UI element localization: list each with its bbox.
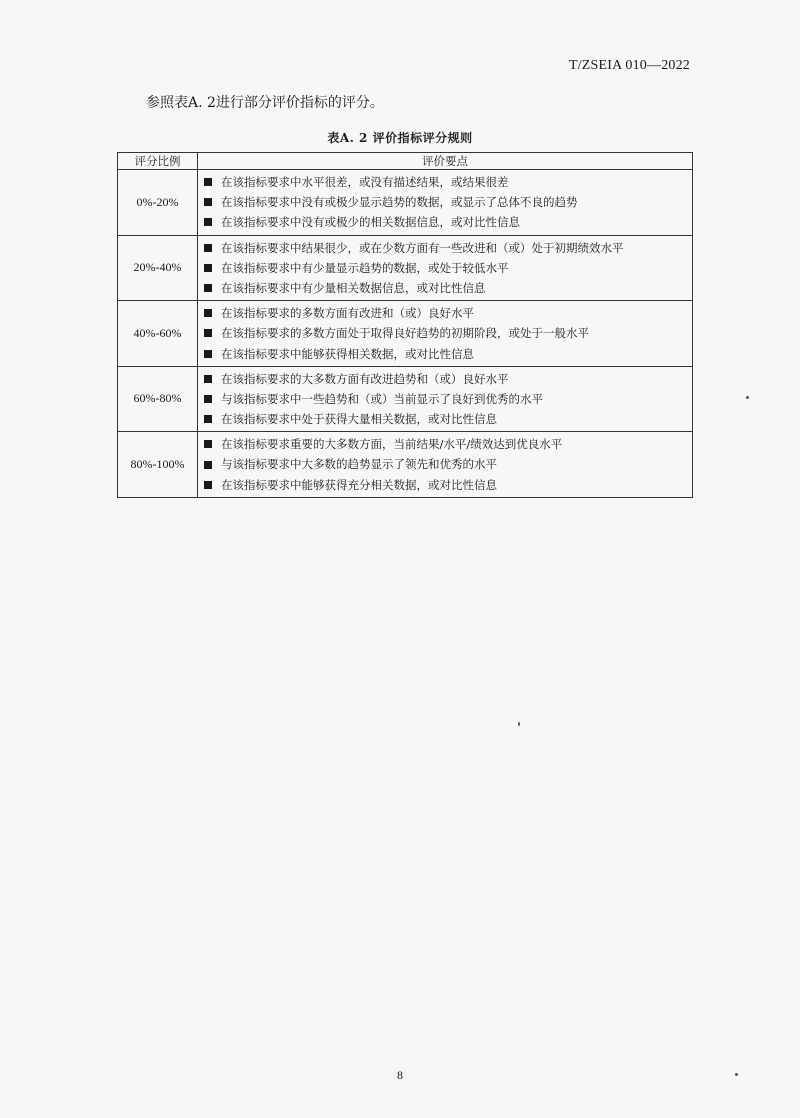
score-range-cell: 80%-100% bbox=[118, 432, 198, 498]
evaluation-point-text: 在该指标要求的多数方面有改进和（或）良好水平 bbox=[221, 306, 474, 321]
evaluation-point-text: 在该指标要求中没有或极少的相关数据信息，或对比性信息 bbox=[221, 215, 520, 230]
evaluation-point bbox=[204, 389, 692, 409]
evaluation-point bbox=[204, 344, 692, 364]
evaluation-points-cell bbox=[198, 235, 693, 301]
square-bullet-icon bbox=[204, 415, 212, 423]
evaluation-points-cell bbox=[198, 301, 693, 367]
square-bullet-icon bbox=[204, 309, 212, 317]
evaluation-point-text: 在该指标要求中没有或极少显示趋势的数据，或显示了总体不良的趋势 bbox=[221, 195, 578, 210]
score-range-cell: 20%-40% bbox=[118, 235, 198, 301]
evaluation-point-text: 在该指标要求中结果很少，或在少数方面有一些改进和（或）处于初期绩效水平 bbox=[221, 240, 624, 255]
evaluation-point-text: 在该指标要求中处于获得大量相关数据，或对比性信息 bbox=[221, 412, 497, 427]
table-row bbox=[118, 170, 693, 236]
evaluation-point-text: 在该指标要求中能够获得相关数据，或对比性信息 bbox=[221, 346, 474, 361]
square-bullet-icon bbox=[204, 350, 212, 358]
evaluation-point-text: 在该指标要求中有少量显示趋势的数据，或处于较低水平 bbox=[221, 260, 509, 275]
evaluation-point-text: 在该指标要求重要的大多数方面，当前结果/水平/绩效达到优良水平 bbox=[221, 437, 563, 452]
square-bullet-icon bbox=[204, 440, 212, 448]
square-bullet-icon bbox=[204, 198, 212, 206]
scan-speck bbox=[735, 1073, 738, 1076]
evaluation-point-text: 在该指标要求的多数方面处于取得良好趋势的初期阶段，或处于一般水平 bbox=[221, 326, 589, 341]
evaluation-points-cell bbox=[198, 432, 693, 498]
table-row bbox=[118, 301, 693, 367]
evaluation-point-text: 与该指标要求中一些趋势和（或）当前显示了良好到优秀的水平 bbox=[221, 391, 543, 406]
evaluation-point bbox=[204, 475, 692, 495]
square-bullet-icon bbox=[204, 284, 212, 292]
evaluation-points-cell bbox=[198, 170, 693, 236]
evaluation-point bbox=[204, 258, 692, 278]
evaluation-point-text: 在该指标要求的大多数方面有改进趋势和（或）良好水平 bbox=[221, 371, 509, 386]
square-bullet-icon bbox=[204, 375, 212, 383]
evaluation-point bbox=[204, 454, 692, 474]
table-row bbox=[118, 366, 693, 432]
scan-speck bbox=[518, 722, 520, 726]
evaluation-point bbox=[204, 212, 692, 232]
square-bullet-icon bbox=[204, 178, 212, 186]
square-bullet-icon bbox=[204, 244, 212, 252]
scan-speck bbox=[746, 396, 749, 399]
evaluation-point bbox=[204, 434, 692, 454]
evaluation-point bbox=[204, 238, 692, 258]
table-row bbox=[118, 432, 693, 498]
evaluation-point-text: 在该指标要求中能够获得充分相关数据，或对比性信息 bbox=[221, 477, 497, 492]
score-range-cell: 0%-20% bbox=[118, 170, 198, 236]
score-range-cell: 40%-60% bbox=[118, 301, 198, 367]
square-bullet-icon bbox=[204, 264, 212, 272]
header-score-range: 评分比例 bbox=[118, 153, 198, 170]
score-range-cell: 60%-80% bbox=[118, 366, 198, 432]
evaluation-point bbox=[204, 192, 692, 212]
evaluation-point-text: 在该指标要求中水平很差，或没有描述结果，或结果很差 bbox=[221, 175, 509, 189]
evaluation-point bbox=[204, 303, 692, 323]
page-number: 8 bbox=[397, 1068, 403, 1082]
square-bullet-icon bbox=[204, 329, 212, 337]
evaluation-point bbox=[204, 172, 692, 192]
table-row bbox=[118, 235, 693, 301]
scoring-rules-table bbox=[117, 152, 693, 498]
evaluation-points-cell bbox=[198, 366, 693, 432]
table-header-row bbox=[118, 153, 693, 170]
square-bullet-icon bbox=[204, 395, 212, 403]
evaluation-point bbox=[204, 278, 692, 298]
document-code: T/ZSEIA 010—2022 bbox=[568, 58, 690, 73]
evaluation-point-text: 与该指标要求中大多数的趋势显示了领先和优秀的水平 bbox=[221, 457, 497, 472]
table-caption: 表A. 2 评价指标评分规则 bbox=[327, 131, 473, 145]
evaluation-point bbox=[204, 409, 692, 429]
intro-text: 参照表A. 2进行部分评价指标的评分。 bbox=[146, 95, 384, 111]
evaluation-point-text: 在该指标要求中有少量相关数据信息，或对比性信息 bbox=[221, 280, 486, 295]
square-bullet-icon bbox=[204, 218, 212, 226]
square-bullet-icon bbox=[204, 461, 212, 469]
table-body bbox=[118, 170, 693, 498]
square-bullet-icon bbox=[204, 481, 212, 489]
header-evaluation-points: 评价要点 bbox=[198, 153, 693, 170]
evaluation-point bbox=[204, 369, 692, 389]
evaluation-point bbox=[204, 323, 692, 343]
